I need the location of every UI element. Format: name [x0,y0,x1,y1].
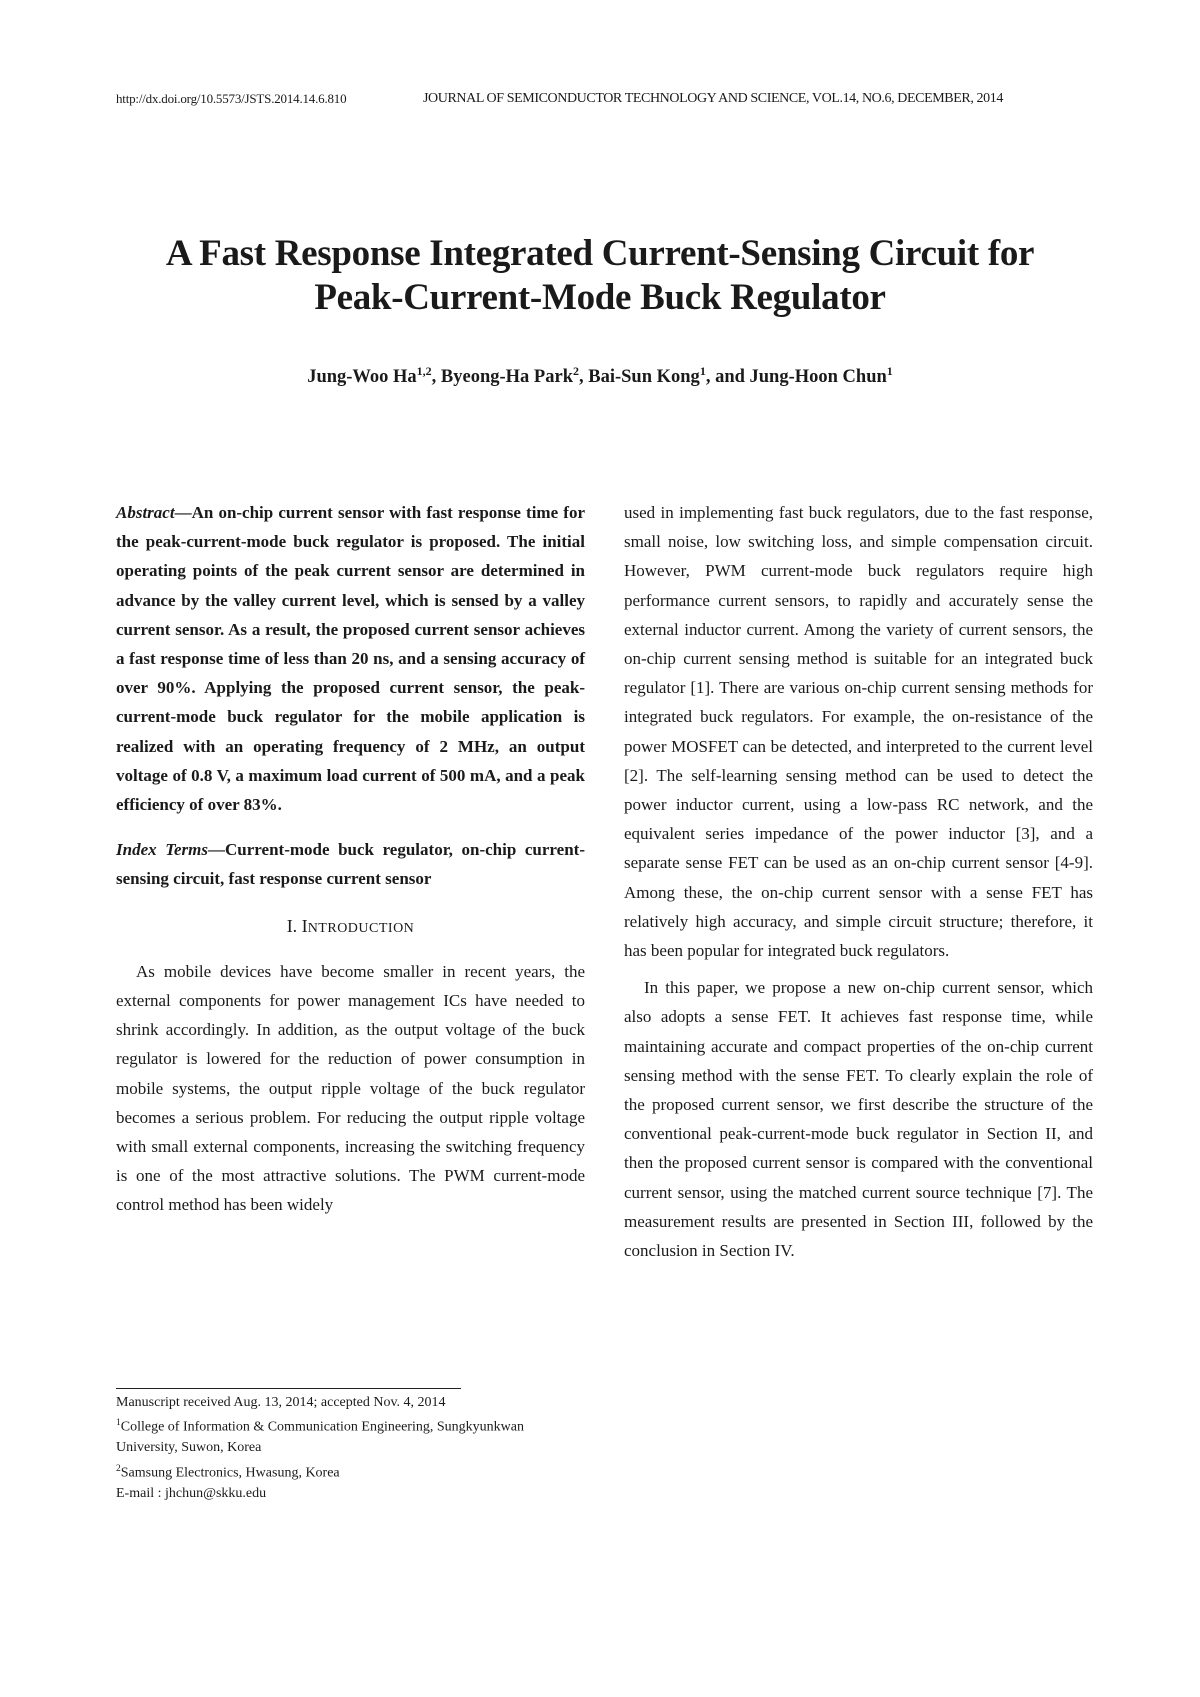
section-heading-introduction [116,912,585,943]
affiliation-2-text: Samsung Electronics, Hwasung, Korea [120,1465,340,1481]
introduction-paragraph: As mobile devices have become smaller in recent years, the external components for power management ICs have needed to shrink accordingly. In addition, as the output voltage of the buck regulator is lowered for the reduction of power consumption in mobile systems, the output ripple voltage of the buck regulator becomes a serious problem. For reducing the output ripple voltage with small external components, increasing the switching frequency is one of the most attractive solutions. The PWM current-mode control method has been widely [116,961,585,1215]
author-separator: , and [705,367,750,388]
author-list [0,364,1200,388]
abstract-label: Abstract [116,503,175,522]
author-name: Byeong-Ha Park [440,367,573,388]
footnotes [116,1393,585,1504]
author-name: Jung-Woo Ha [307,367,417,388]
author-affiliation: 2 [573,364,579,378]
body-paragraph-1: used in implementing fast buck regulators, due to the fast response, small noise, low switching loss, and simple compensation circuit. However, PWM current-mode buck regulators require high performance current sensors, to rapidly and accurately sense the external inductor current. Among the variety of current sensors, the on-chip current sensing method is suitable for an integrated buck regulator [1]. There are various on-chip current sensing methods for integrated buck regulators. For example, the on-resistance of the power MOSFET can be detected, and interpreted to the current level [2]. The self-learning sensing method can be used to detect the power inductor current, using a low-pass RC network, and the equivalent series impedance of the power inductor [3], and a separate sense FET can be used as an on-chip current sensor [4-9]. Among these, the on-chip current sensor with a sense FET has relatively high accuracy, and simple circuit structure; therefore, it has been popular for integrated buck regulators. [624,503,1093,961]
author-name: Bai-Sun Kong [588,367,700,388]
affiliation-1-mark: 1 [116,1418,121,1429]
manuscript-dates: Manuscript received Aug. 13, 2014; accepted Nov. 4, 2014 [116,1395,446,1410]
abstract-text: —An on-chip current sensor with fast response time for the peak-current-mode buck regulator is proposed. The initial operating points of the peak current sensor are determined in advance by the valley current level, which is sensed by a valley current sensor. As a result, the proposed current sensor achieves a fast response time of less than 20 ns, and a sensing accuracy of over 90%. Applying the proposed current sensor, the peak-current-mode buck regulator for the mobile application is realized with an operating frequency of 2 MHz, an output voltage of 0.8 V, a maximum load current of 500 mA, and a peak efficiency of over 83%. [116,503,585,815]
author-name: Jung-Hoon Chun [749,367,887,388]
author-affiliation: 1 [886,364,893,378]
contact-email[interactable]: E-mail : jhchun@skku.edu [116,1485,267,1501]
title-line-1: A Fast Response Integrated Current-Sensing Circuit for [165,233,1035,274]
author-affiliation: 1 [699,364,706,378]
affiliation-2 [116,1459,585,1484]
right-column [624,498,1093,1265]
affiliation-2-mark: 2 [116,1463,121,1474]
doi-link[interactable]: http://dx.doi.org/10.5573/JSTS.2014.14.6.810 [116,91,347,106]
affiliation-1 [116,1413,585,1458]
footnote-divider [116,1388,461,1389]
paper-title [0,232,1200,320]
author-separator: , [431,367,441,388]
author-affiliation: 1,2 [416,364,432,378]
abstract [116,498,585,819]
section-number: I. I [286,915,308,936]
journal-name: JOURNAL OF SEMICONDUCTOR TECHNOLOGY AND SCIENCE, VOL.14, NO.6, DECEMBER, 2014 [423,91,1003,106]
index-terms [116,835,585,893]
author-separator: , [579,367,589,388]
running-header [116,91,1096,108]
section-title: NTRODUCTION [307,920,415,936]
affiliation-1-text: College of Information & Communication Engineering, Sungkyunkwan University, Suwon, Korea [116,1419,524,1456]
body-paragraph-2: In this paper, we propose a new on-chip current sensor, which also adopts a sense FET. It achieves fast response time, while maintaining accurate and compact properties of the on-chip current sensing method with the sense FET. To clearly explain the role of the proposed current sensor, we first describe the structure of the conventional peak-current-mode buck regulator in Section II, and then the proposed current sensor is compared with the conventional current sensor, using the matched current source technique [7]. The measurement results are presented in Section III, followed by the conclusion in Section IV. [624,978,1093,1261]
title-line-2: Peak-Current-Mode Buck Regulator [314,277,886,318]
index-terms-text: —Current-mode buck regulator, on-chip current-sensing circuit, fast response current sensor [116,840,585,889]
index-terms-label: Index Terms [116,840,209,860]
left-column [116,498,585,1220]
